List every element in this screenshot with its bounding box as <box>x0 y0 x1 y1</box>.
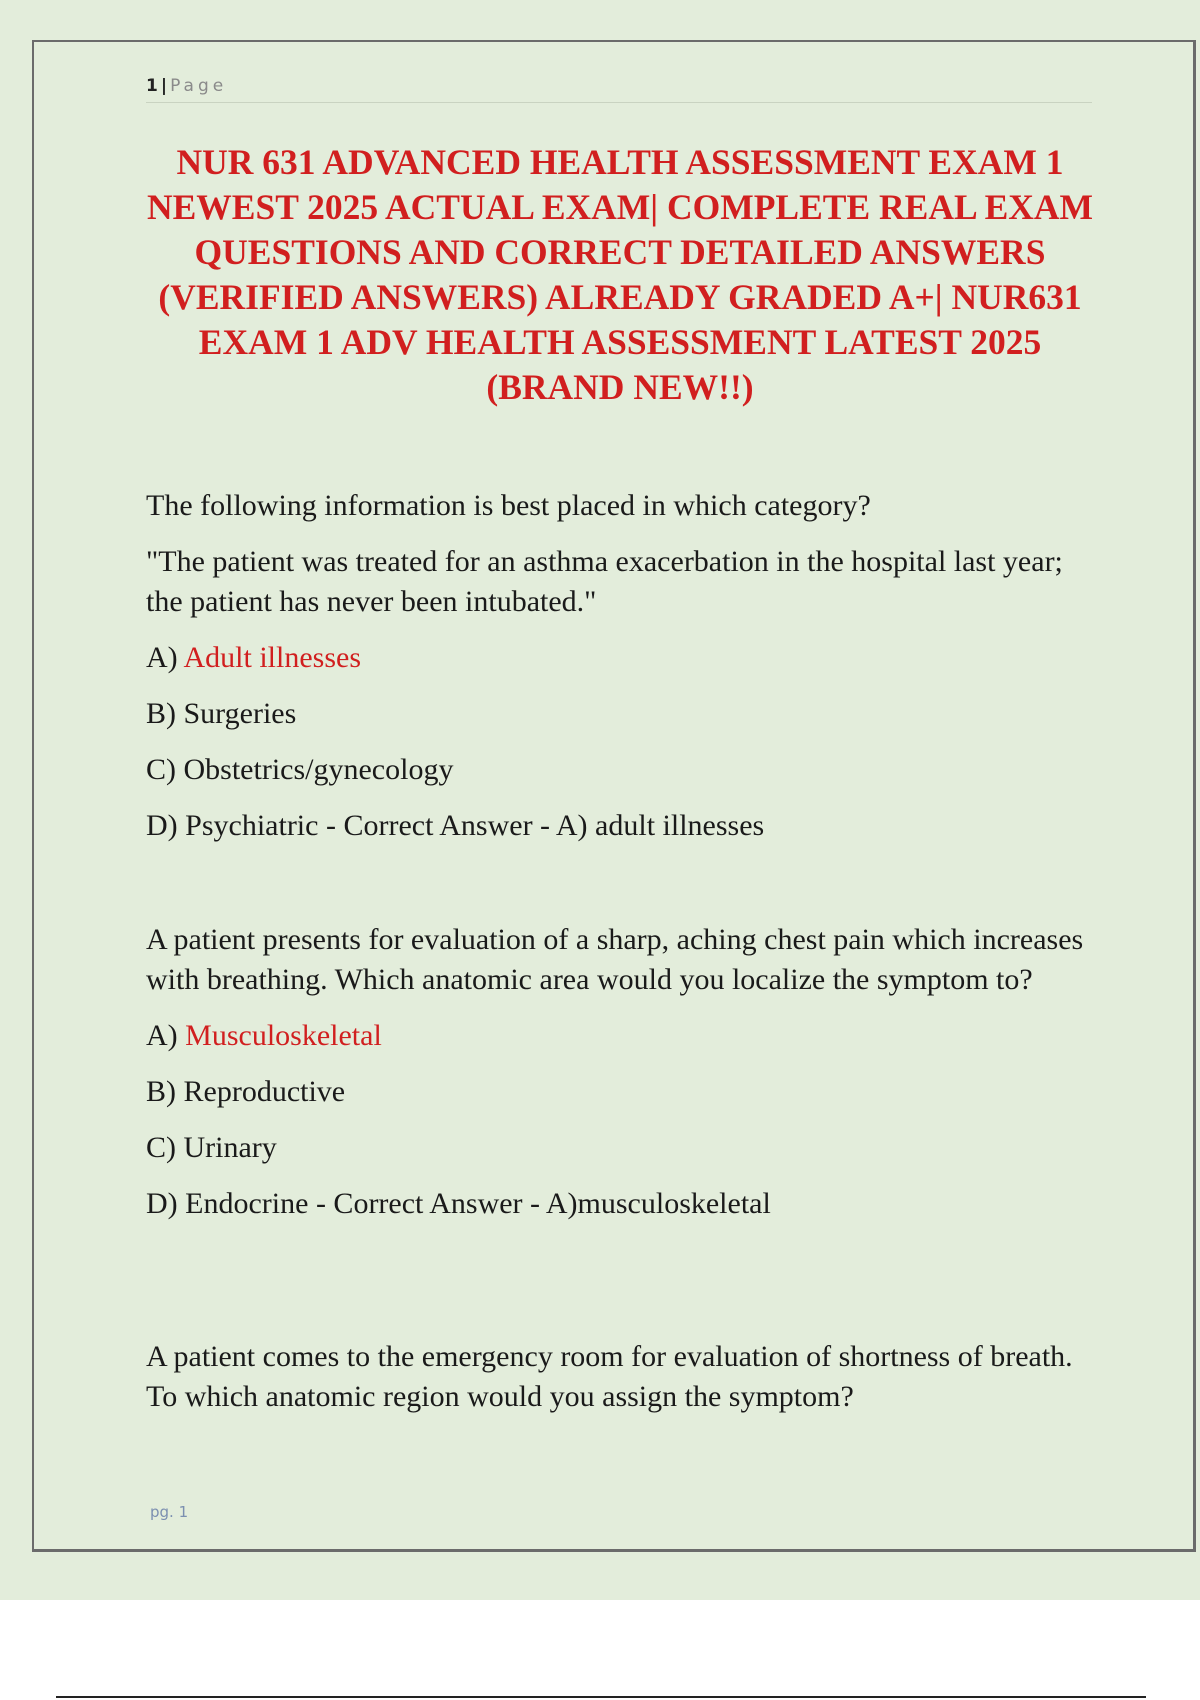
question-1-quote: "The patient was treated for an asthma exacerbation in the hospital last year; the patient has never been intubated." <box>146 545 1063 618</box>
header-page-number: 1 <box>146 76 158 96</box>
option-text: Surgeries <box>183 697 297 730</box>
option-text: Psychiatric - Correct Answer - A) adult illnesses <box>185 809 765 842</box>
option-text-correct: Adult illnesses <box>183 641 361 674</box>
option-text: Urinary <box>183 1131 277 1164</box>
question-2-option-a <box>146 1016 1096 1056</box>
option-text: Reproductive <box>183 1075 346 1108</box>
option-prefix: D) <box>146 1187 186 1220</box>
question-3-stem: A patient comes to the emergency room for evaluation of shortness of breath. To which anatomic region would you assign the symptom? <box>146 1340 1073 1413</box>
question-1-option-d <box>146 806 1096 846</box>
bottom-divider <box>56 1696 1146 1698</box>
option-text-correct: Musculoskeletal <box>185 1019 382 1052</box>
question-3 <box>146 1337 1096 1417</box>
question-1-option-c <box>146 750 1096 790</box>
option-prefix: B) <box>146 1075 184 1108</box>
question-2 <box>146 920 1096 1224</box>
option-prefix: C) <box>146 753 184 786</box>
question-1-option-a <box>146 638 1096 678</box>
document-title: NUR 631 ADVANCED HEALTH ASSESSMENT EXAM 1 NEWEST 2025 ACTUAL EXAM| COMPLETE REAL EXAM QUESTIONS AND CORRECT DETAILED ANSWERS (VERIFIED ANSWERS) ALREADY GRADED A+| NUR631 EXAM 1 ADV HEALTH ASSESSMENT LATEST 2025 (BRAND NEW!!) <box>146 142 1094 407</box>
option-prefix: A) <box>146 641 184 674</box>
header-separator: | <box>160 76 168 96</box>
header-page-word: Page <box>170 76 228 96</box>
question-1 <box>146 486 1096 846</box>
page-footer: pg. 1 <box>150 1503 189 1521</box>
option-prefix: D) <box>146 809 186 842</box>
question-2-stem: A patient presents for evaluation of a sharp, aching chest pain which increases with breathing. Which anatomic area would you localize the symptom to? <box>146 923 1084 996</box>
question-2-option-d <box>146 1184 1096 1224</box>
question-1-stem: The following information is best placed in which category? <box>146 489 871 522</box>
option-prefix: C) <box>146 1131 184 1164</box>
option-text: Endocrine - Correct Answer - A)musculoskeletal <box>185 1187 771 1220</box>
option-text: Obstetrics/gynecology <box>183 753 454 786</box>
option-prefix: A) <box>146 1019 186 1052</box>
question-2-option-c <box>146 1128 1096 1168</box>
question-1-option-b <box>146 694 1096 734</box>
question-2-option-b <box>146 1072 1096 1112</box>
page-header <box>146 74 1092 103</box>
option-prefix: B) <box>146 697 184 730</box>
